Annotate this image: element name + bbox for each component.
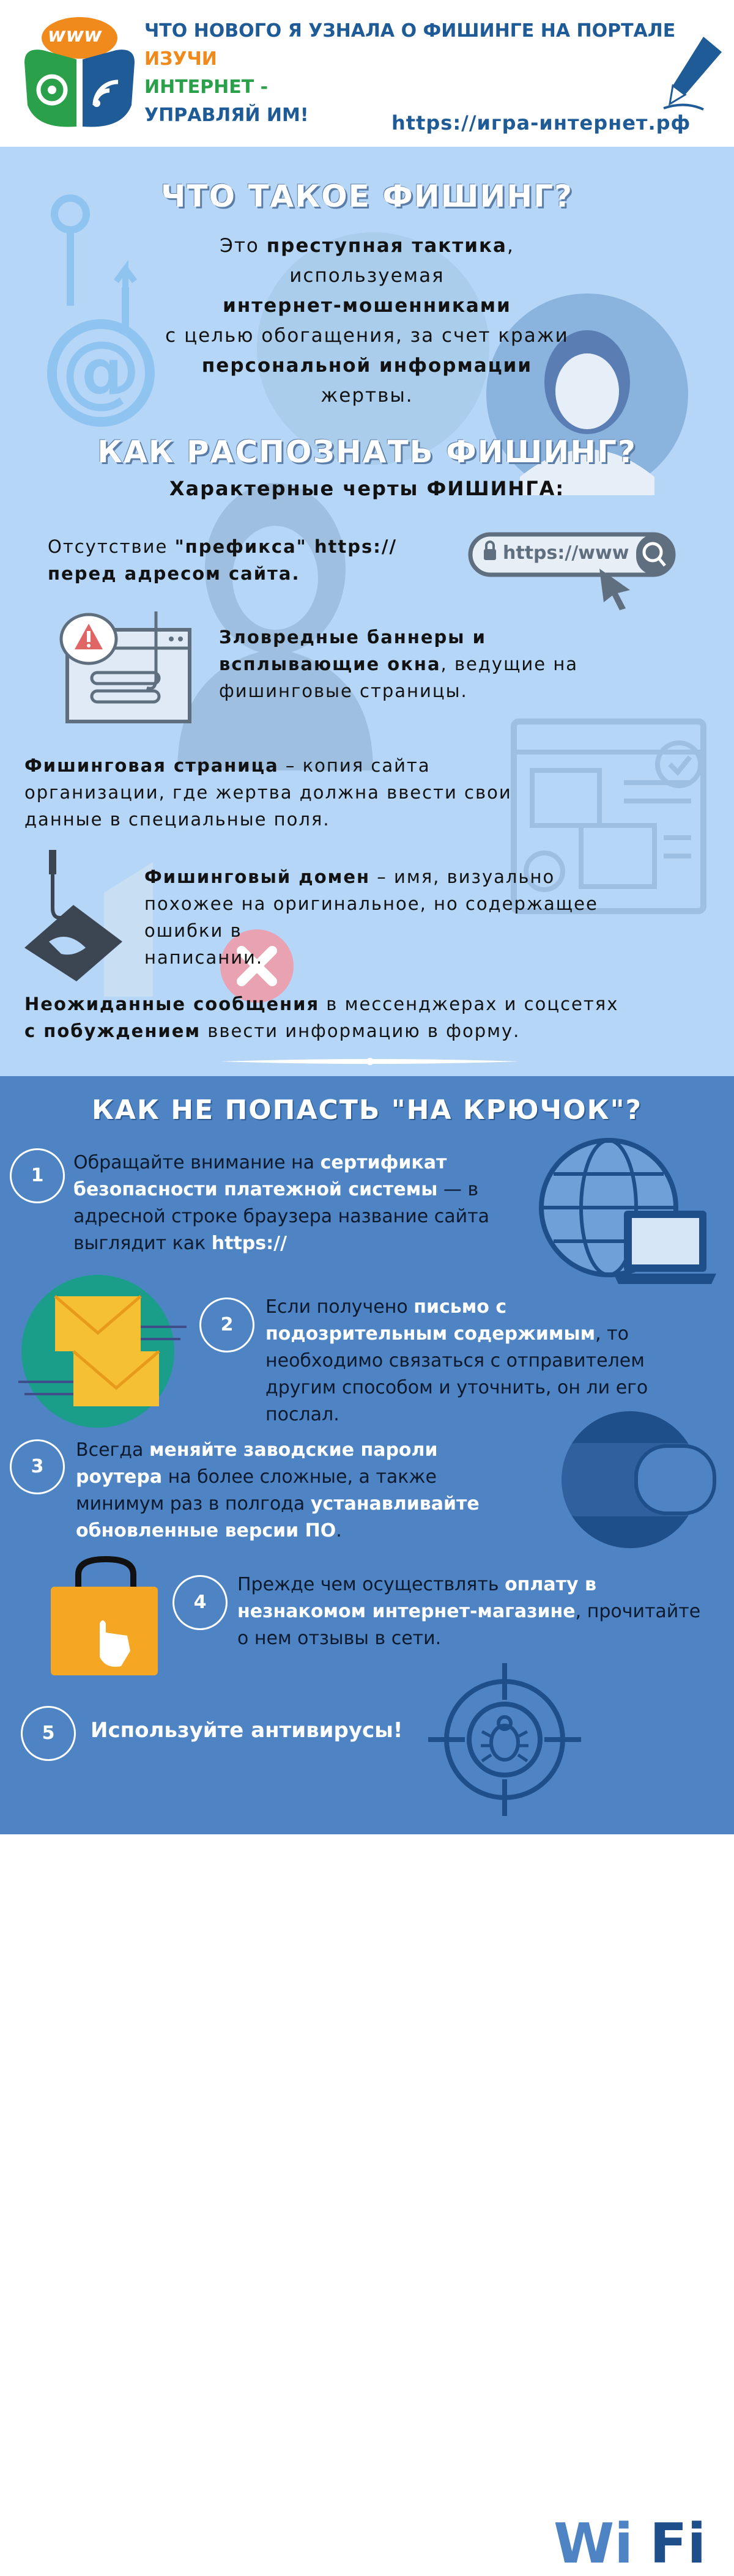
tips-section: [0, 1076, 734, 2576]
header-title-line1: ЧТО НОВОГО Я УЗНАЛА О ФИШИНГЕ НА ПОРТАЛЕ: [144, 20, 676, 42]
tip3-hl4: обновленные версии ПО: [76, 1520, 336, 1541]
hooked-card-icon: [18, 850, 141, 984]
tip4-hl2: незнакомом интернет-магазине: [237, 1601, 576, 1622]
tip3-hl1: меняйте заводские пароли: [149, 1439, 438, 1461]
tips-title: КАК НЕ ПОПАСТЬ "НА КРЮЧОК"?: [91, 1094, 643, 1126]
tip-number-3: 3: [10, 1439, 65, 1494]
tip2-a: Если получено: [265, 1296, 414, 1318]
tip1-a: Обращайте внимание на: [73, 1152, 321, 1173]
tip2-b: , то: [595, 1323, 629, 1345]
tip1-hl1: сертификат: [320, 1152, 447, 1173]
what-is-p4: с целью обогащения, за счет кражи: [165, 325, 569, 347]
wifi-text-wi: Wi: [554, 2512, 634, 2576]
trait-banners: [219, 624, 696, 704]
what-is-phishing-title: ЧТО ТАКОЕ ФИШИНГ?: [161, 179, 573, 214]
bug-target-icon: [428, 1663, 581, 1816]
tip-number-1: 1: [10, 1148, 65, 1203]
tip1-c: адресной строке браузера название сайта: [73, 1206, 490, 1227]
trait3-rest1: – копия сайта: [278, 755, 431, 776]
trait-phishing-page: [24, 752, 526, 833]
trait3-rest3: данные в специальные поля.: [24, 809, 330, 830]
envelopes-icon: [18, 1272, 190, 1431]
portal-url[interactable]: https://игра-интернет.рф: [391, 111, 691, 135]
trait2-rest2: фишинговые страницы.: [219, 681, 468, 701]
tip1-b: — в: [437, 1179, 479, 1200]
trait3-rest2: организации, где жертва должна ввести свои: [24, 782, 512, 803]
tip2-hl2: подозрительным содержимым: [265, 1323, 596, 1345]
what-is-p1-bold: преступная тактика: [266, 235, 507, 257]
trait2-rest1: , ведущие на: [440, 654, 579, 674]
tip4-b: , прочитайте: [575, 1601, 701, 1622]
tip1-hl3: https://: [211, 1233, 287, 1254]
tip-number-5: 5: [21, 1706, 76, 1761]
trait4-bold: Фишинговый домен: [144, 866, 371, 887]
trait-no-prefix: [48, 533, 464, 587]
tip4-a: Прежде чем осуществлять: [237, 1574, 505, 1595]
trait5-bold2: с побуждением: [24, 1020, 201, 1041]
trait4-rest2: похожее на оригинальное, но содержащее: [144, 893, 598, 914]
divider: [220, 1057, 520, 1066]
wifi-text-fi: Fi: [650, 2512, 706, 2576]
globe-laptop-icon: [535, 1134, 719, 1293]
trait5-bold1: Неожиданные сообщения: [24, 994, 320, 1014]
trait2-bold1: Зловредные баннеры и: [219, 627, 486, 648]
trait-unexpected-messages: [24, 991, 722, 1044]
tip-3-text: [76, 1437, 528, 1544]
tip3-d: .: [336, 1520, 342, 1541]
what-is-p1: Это: [220, 235, 259, 257]
header-title-line3: ИНТЕРНЕТ -: [144, 76, 269, 98]
tip2-d: другим способом и уточнить, он ли его: [265, 1377, 648, 1398]
tip2-c: необходимо связаться с отправителем: [265, 1350, 645, 1371]
recognize-title: КАК РАСПОЗНАТЬ ФИШИНГ?: [97, 434, 637, 470]
trait4-rest4: написании.: [144, 947, 264, 968]
what-is-p5: персональной информации: [201, 355, 533, 377]
tip2-hl1: письмо с: [413, 1296, 507, 1318]
tip3-c: минимум раз в полгода: [76, 1493, 311, 1515]
trait1-text-a: Отсутствие: [48, 536, 175, 557]
pen-icon: [661, 34, 728, 113]
tip4-c: о нем отзывы в сети.: [237, 1628, 442, 1649]
phishing-info-section: [0, 147, 734, 1076]
what-is-phishing-text: [110, 231, 624, 411]
svg-text:@: @: [61, 323, 141, 416]
header-title-line2: ИЗУЧИ: [144, 48, 217, 70]
tip-number-2: 2: [199, 1297, 254, 1353]
what-is-p1-end: ,: [506, 235, 514, 257]
tip-2-text: [265, 1294, 718, 1428]
address-bar-text: https://www: [503, 542, 629, 564]
what-is-p3: интернет-мошенниками: [223, 295, 511, 317]
tip1-d: выглядит как: [73, 1233, 212, 1254]
logo-text: www: [48, 23, 102, 46]
tip3-hl3: устанавливайте: [310, 1493, 480, 1515]
tip4-hl1: оплату в: [505, 1574, 596, 1595]
what-is-p2: используемая: [289, 265, 445, 287]
trait2-bold2: всплывающие окна: [219, 654, 441, 674]
header: [0, 0, 734, 147]
trait3-bold: Фишинговая страница: [24, 755, 279, 776]
tip-number-4: 4: [172, 1575, 228, 1630]
what-is-p6: жертвы.: [321, 385, 413, 407]
trait1-text-b: "префикса" https://: [174, 536, 398, 557]
header-title-line4: УПРАВЛЯЙ ИМ!: [144, 105, 309, 126]
trait5-rest1: в мессенджерах и соцсетях: [319, 994, 619, 1014]
tip3-a: Всегда: [76, 1439, 149, 1461]
tip3-hl2: роутера: [76, 1466, 163, 1488]
recognize-subtitle: Характерные черты ФИШИНГА:: [169, 477, 565, 500]
trait4-rest1: – имя, визуально: [370, 866, 555, 887]
wifi-icon: [538, 1409, 722, 1550]
tip2-e: послал.: [265, 1404, 339, 1425]
tip1-hl2: безопасности платежной системы: [73, 1179, 438, 1200]
trait4-rest3: ошибки в: [144, 920, 242, 941]
trait5-rest2: ввести информацию в форму.: [201, 1020, 521, 1041]
tip3-b: на более сложные, а также: [162, 1466, 437, 1488]
trait-phishing-domain: [144, 863, 695, 971]
tip-5-text: Используйте антивирусы!: [91, 1718, 403, 1743]
shopping-bag-icon: [48, 1556, 164, 1678]
popup-banner-icon: [55, 605, 202, 728]
tip-4-text: [237, 1571, 733, 1652]
trait1-text-c: перед адресом сайта.: [48, 563, 300, 584]
tip-1-text: [73, 1150, 526, 1257]
